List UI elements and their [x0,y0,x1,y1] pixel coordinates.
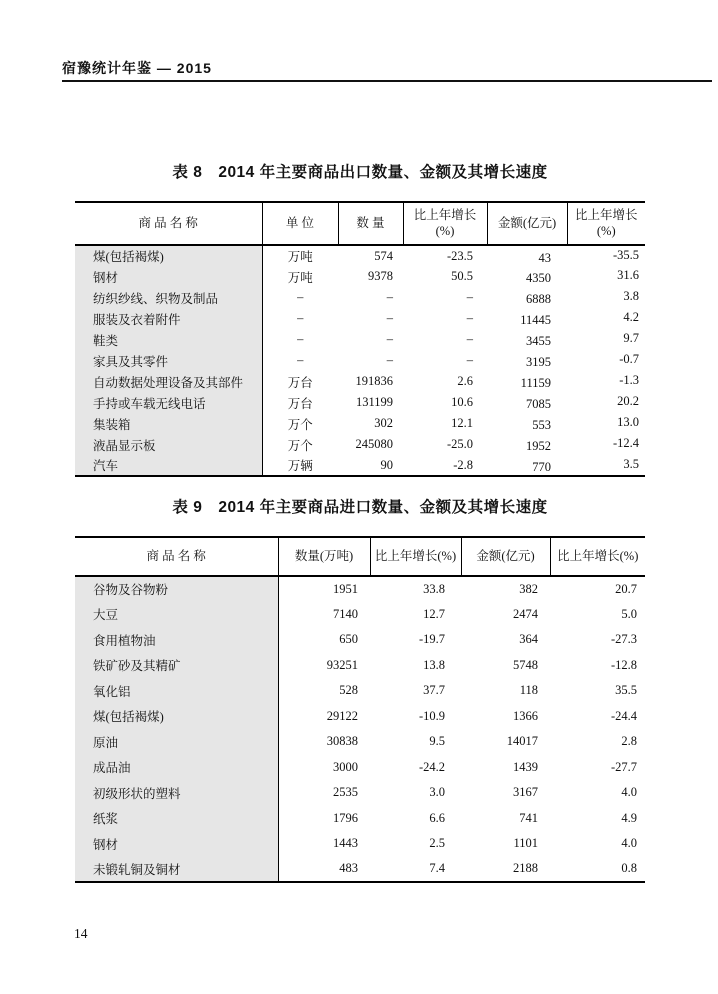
table-cell: – [466,332,473,346]
table-cell: 11159 [520,376,551,390]
table8-header [75,202,645,245]
table-cell: 万吨 [287,250,313,264]
column-header: 比上年增长(%) [370,537,461,576]
table-cell: – [297,290,304,304]
table9-imports [75,536,645,883]
table-cell: 4.0 [621,836,637,851]
table-cell: 1439 [513,759,538,774]
column-header: 比上年增长 (%) [567,202,645,245]
table-cell: 家具及其零件 [75,350,262,371]
table-cell: -19.7 [418,632,445,647]
table-cell: – [297,311,304,325]
table-cell: -25.0 [446,437,473,451]
table-cell: 1443 [333,836,358,851]
column-header: 比上年增长(%) [550,537,645,576]
table-cell: -24.4 [610,708,637,723]
table-row [75,350,645,371]
table-cell: -2.8 [453,457,473,472]
table-cell: 31.6 [617,268,639,282]
table-cell: -27.3 [610,632,637,647]
table-row [75,627,645,653]
table-row [75,780,645,806]
table-cell: 万辆 [287,459,313,473]
table-cell: 食用植物油 [75,627,278,653]
table-row [75,831,645,857]
table-row [75,308,645,329]
table-cell: 650 [339,632,358,647]
table-cell: -1.3 [619,373,639,387]
table-cell: 万台 [287,396,313,411]
table-cell: 7.4 [429,861,445,876]
table-cell: -27.7 [610,759,637,774]
table-cell: -0.7 [619,352,639,366]
table-cell: – [386,332,393,346]
table-cell: 集装箱 [75,413,262,434]
table-cell: – [386,311,393,325]
table-cell: 4.0 [621,785,637,800]
table-cell: 3195 [526,355,551,369]
table-row [75,755,645,781]
table-cell: 液晶显示板 [75,434,262,455]
table-cell: 2474 [513,606,538,621]
table-cell: 5.0 [621,606,637,621]
table-cell: 3.0 [429,785,445,800]
table-cell: 770 [532,459,551,474]
table-cell: 9378 [368,269,393,283]
table-row [75,329,645,350]
table-row [75,806,645,832]
table-cell: – [386,290,393,304]
table-cell: 43 [538,250,551,265]
table-row [75,729,645,755]
column-header: 数 量 [338,202,403,245]
table8-title: 表 8 2014 年主要商品出口数量、金额及其增长速度 [172,164,548,181]
table-cell: 50.5 [451,269,473,283]
table-cell: 1951 [333,581,358,596]
table-cell: 13.0 [617,415,639,429]
table-cell: 2.6 [457,374,473,388]
table-cell: 11445 [520,313,551,327]
table-cell: -12.8 [610,657,637,672]
table9-header [75,537,645,576]
table-cell: 手持或车载无线电话 [75,392,262,413]
table-cell: 14017 [506,734,538,749]
column-header: 数量(万吨) [278,537,370,576]
table8-exports [75,201,645,477]
table-cell: 4350 [526,271,551,285]
table-cell: 1101 [513,836,538,851]
table-cell: 7140 [333,606,358,621]
table-cell: 1366 [513,708,538,723]
table-cell: 自动数据处理设备及其部件 [75,371,262,392]
header-rule [62,80,712,82]
table-cell: 20.2 [617,394,639,408]
table-cell: 245080 [355,437,393,451]
table-cell: 93251 [326,657,358,672]
table9-body [75,576,645,882]
table-row [75,434,645,455]
table-cell: 服装及衣着附件 [75,308,262,329]
table-cell: 12.1 [451,416,473,430]
table-cell: 131199 [355,395,393,409]
table-cell: 3.8 [623,289,639,303]
column-header: 商 品 名 称 [75,202,262,245]
table-row [75,266,645,287]
header-row [75,537,645,576]
table-cell: 2188 [513,861,538,876]
table-cell: 煤(包括褐煤) [75,245,262,266]
table-row [75,287,645,308]
column-header: 单 位 [262,202,338,245]
table-cell: 7085 [526,397,551,411]
table-cell: 煤(包括褐煤) [75,704,278,730]
table-cell: -23.5 [446,248,473,263]
table-cell: 528 [339,683,358,698]
table-cell: 2.8 [621,734,637,749]
table-row [75,413,645,434]
page-number: 14 [74,926,88,941]
table-cell: 35.5 [615,683,637,698]
table-cell: 钢材 [75,266,262,287]
table-cell: 483 [339,861,358,876]
table-cell: 118 [519,683,538,698]
table-cell: 成品油 [75,755,278,781]
table-cell: 谷物及谷物粉 [75,576,278,602]
table-cell: 2535 [333,785,358,800]
header-row [75,202,645,245]
table-cell: 12.7 [423,606,445,621]
table-row [75,704,645,730]
table-cell: 6888 [526,292,551,306]
table-cell: 初级形状的塑料 [75,780,278,806]
column-header: 商 品 名 称 [75,537,278,576]
table-cell: 3167 [513,785,538,800]
table9-title: 表 9 2014 年主要商品进口数量、金额及其增长速度 [172,499,548,516]
table-cell: 382 [519,581,538,596]
table-cell: 鞋类 [75,329,262,350]
table-cell: 20.7 [615,581,637,596]
table-cell: 37.7 [423,683,445,698]
table-cell: 万台 [287,375,313,390]
table-cell: 364 [519,632,538,647]
column-header: 金额(亿元) [461,537,550,576]
table-cell: 90 [380,457,393,472]
table-cell: 9.7 [623,331,639,345]
table-cell: 0.8 [621,861,637,876]
table-cell: -12.4 [612,436,639,450]
table-cell: 30838 [326,734,358,749]
table-cell: 2.5 [429,836,445,851]
table-cell: – [466,290,473,304]
column-header: 金额(亿元) [487,202,567,245]
table-cell: – [466,353,473,367]
table-cell: 万个 [287,438,313,453]
table-cell: 13.8 [423,657,445,672]
table-cell: -10.9 [418,708,445,723]
table-cell: 4.9 [621,810,637,825]
table-row [75,576,645,602]
table-cell: 万个 [287,417,313,432]
table-cell: 5748 [513,657,538,672]
table-row [75,857,645,883]
table-row [75,602,645,628]
table-cell: 3000 [333,759,358,774]
table-cell: 汽车 [75,455,262,476]
table-cell: 553 [532,418,551,432]
table-row [75,678,645,704]
table-cell: 大豆 [75,602,278,628]
table-cell: – [386,353,393,367]
table-cell: 钢材 [75,831,278,857]
table-cell: – [297,332,304,346]
table-cell: 1796 [333,810,358,825]
table-cell: 原油 [75,729,278,755]
table-cell: 6.6 [429,810,445,825]
table-cell: 302 [374,416,393,430]
table-row [75,245,645,266]
table-cell: -35.5 [612,247,639,262]
table-cell: 33.8 [423,581,445,596]
table-cell: 氧化铝 [75,678,278,704]
table-cell: 574 [374,248,393,263]
table-row [75,653,645,679]
table-cell: 29122 [326,708,358,723]
table-cell: 10.6 [451,395,473,409]
table-cell: 4.2 [623,310,639,324]
table-row [75,371,645,392]
table-cell: 铁矿砂及其精矿 [75,653,278,679]
table8-body [75,245,645,476]
table-cell: – [466,311,473,325]
column-header: 比上年增长 (%) [403,202,487,245]
running-head: 宿豫统计年鉴 — 2015 [62,60,212,76]
table-cell: 741 [519,810,538,825]
table-cell: 未锻轧铜及铜材 [75,857,278,883]
table-row [75,455,645,476]
table-cell: -24.2 [418,759,445,774]
table-cell: 纸浆 [75,806,278,832]
table-cell: – [297,353,304,367]
table-cell: 3.5 [623,456,639,471]
table-cell: 万吨 [287,270,313,285]
table-cell: 191836 [355,374,393,388]
table-cell: 3455 [526,334,551,348]
table-cell: 9.5 [429,734,445,749]
table-row [75,392,645,413]
table-cell: 纺织纱线、织物及制品 [75,287,262,308]
table-cell: 1952 [526,439,551,453]
